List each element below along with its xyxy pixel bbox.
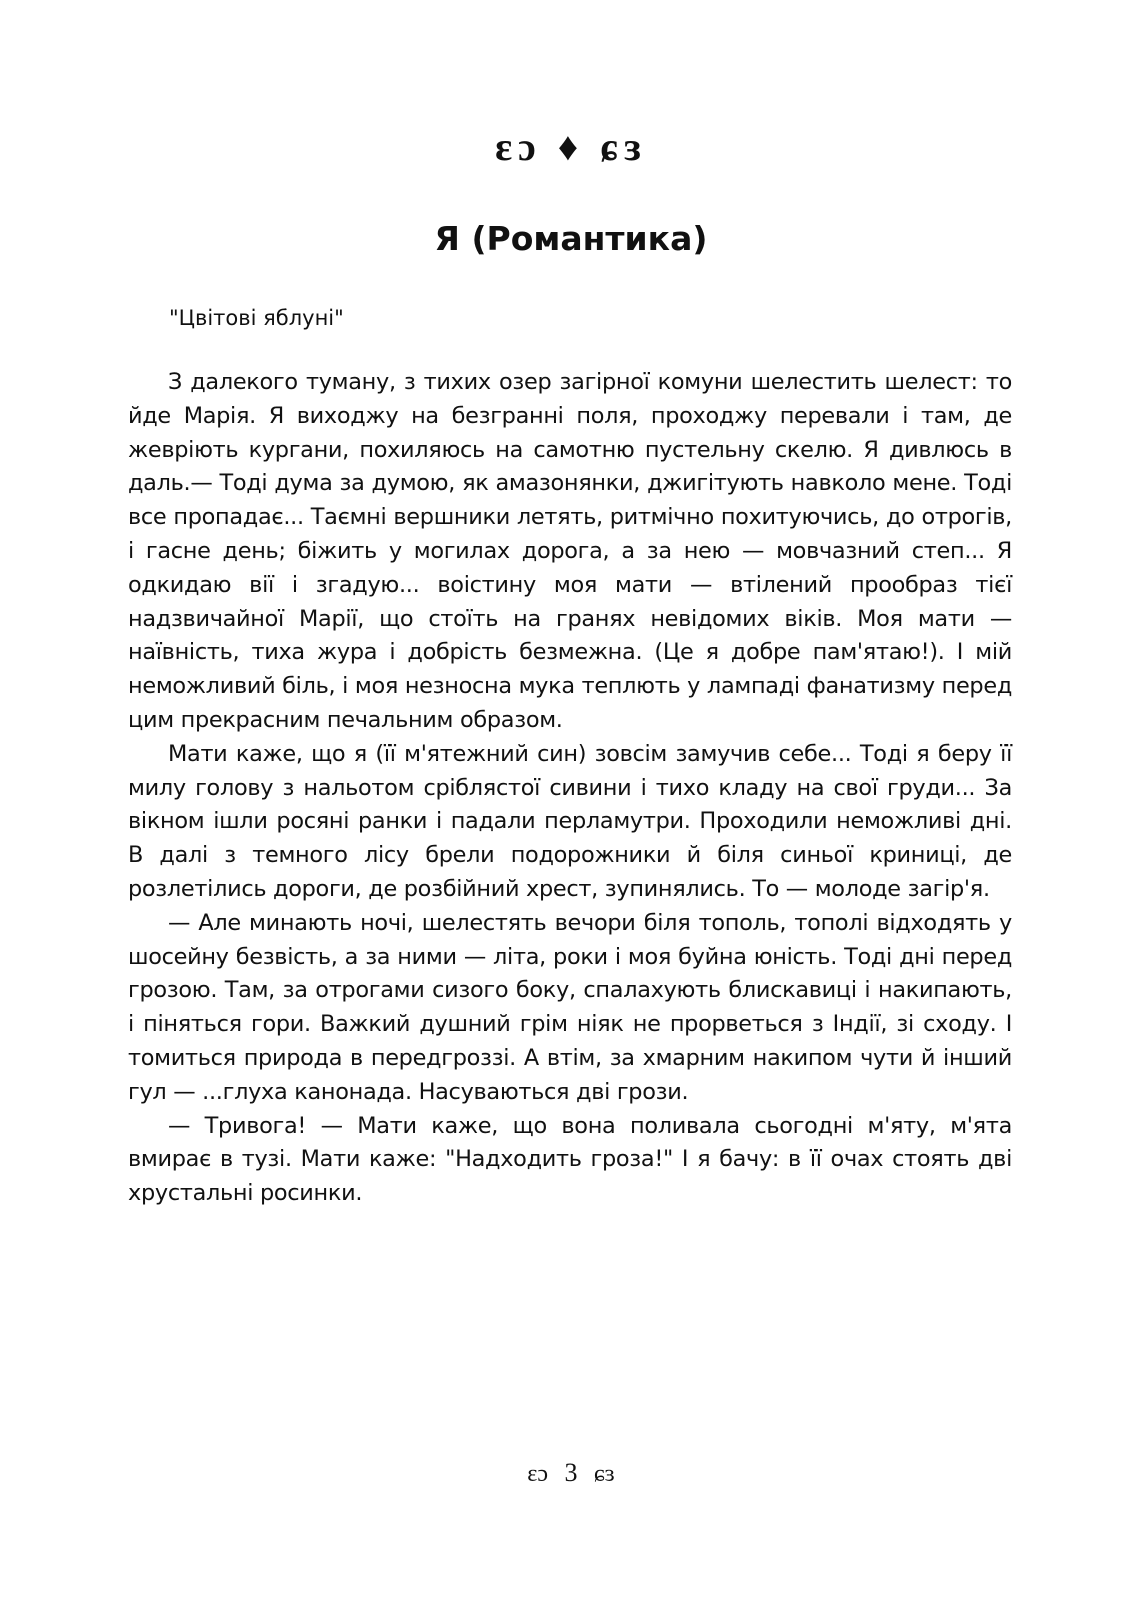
chapter-subtitle: "Цвітові яблуні" [169,306,344,330]
page-footer [0,1455,1142,1492]
footer-ornament-left: ɛɔ [527,1461,548,1487]
chapter-title: Я (Романтика) [434,219,708,258]
paragraph-3: — Але минають ночі, шелестять вечори біля тополь, тополі відходять у шосейну безвість, а за ними — літа, роки і моя буйна юність. Тоді дні перед грозою. Там, за отрогами сизого боку, спалахують блискавиці і накипають, і піняться гори. Важкий душний грім ніяк не прорветься з Індії, зі сходу. І томиться природа в передгроззі. А втім, за хмарним накипом чути й інший гул — ...глуха канонада. Насуваються дві грози. [128,909,1012,1105]
paragraph-2: Мати каже, що я (її м'ятежний син) зовсім замучив себе... Тоді я беру її милу голову з нальотом сріблястої сивини і тихо кладу на свої груди... За вікном ішли росяні ранки і падали перламутри. Проходили неможливі дні. В далі з темного лісу брели подорожники й біля синьої криниці, де розлетілись дороги, де розбійний хрест, зупинялись. То — молоде загір'я. [128,740,1012,902]
header-ornament: ɛɔ ♦ ɕɜ [494,124,648,169]
paragraph-4: — Тривога! — Мати каже, що вона поливала сьогодні м'яту, м'ята вмирає в тузі. Мати каже: "Надходить гроза!" І я бачу: в її очах стоять дві хрустальні росинки. [128,1112,1012,1207]
body-text [128,366,1012,1211]
footer-ornament-right: ɕɜ [594,1461,615,1487]
page-number: 3 [564,1458,578,1487]
paragraph-1: З далекого туману, з тихих озер загірної комуни шелестить шелест: то йде Марія. Я виходжу на безгранні поля, проходжу перевали і там, де жевріють кургани, похиляюсь на самотню пустельну скелю. Я дивлюсь в даль.— Тоді дума за думою, як амазонянки, джигітують навколо мене. Тоді все пропадає... Таємні вершники летять, ритмічно похитуючись, до отрогів, і гасне день; біжить у могилах дорога, а за нею — мовчазний степ... Я одкидаю вії і згадую... воістину моя мати — втілений прообраз тієї надзвичайної Марії, що стоїть на гранях невідомих віків. Моя мати — наївність, тиха жура і добрість безмежна. (Це я добре пам'ятаю!). І мій неможливий біль, і моя незносна мука теплють у лампаді фанатизму перед цим прекрасним печальним образом. [128,369,1013,733]
